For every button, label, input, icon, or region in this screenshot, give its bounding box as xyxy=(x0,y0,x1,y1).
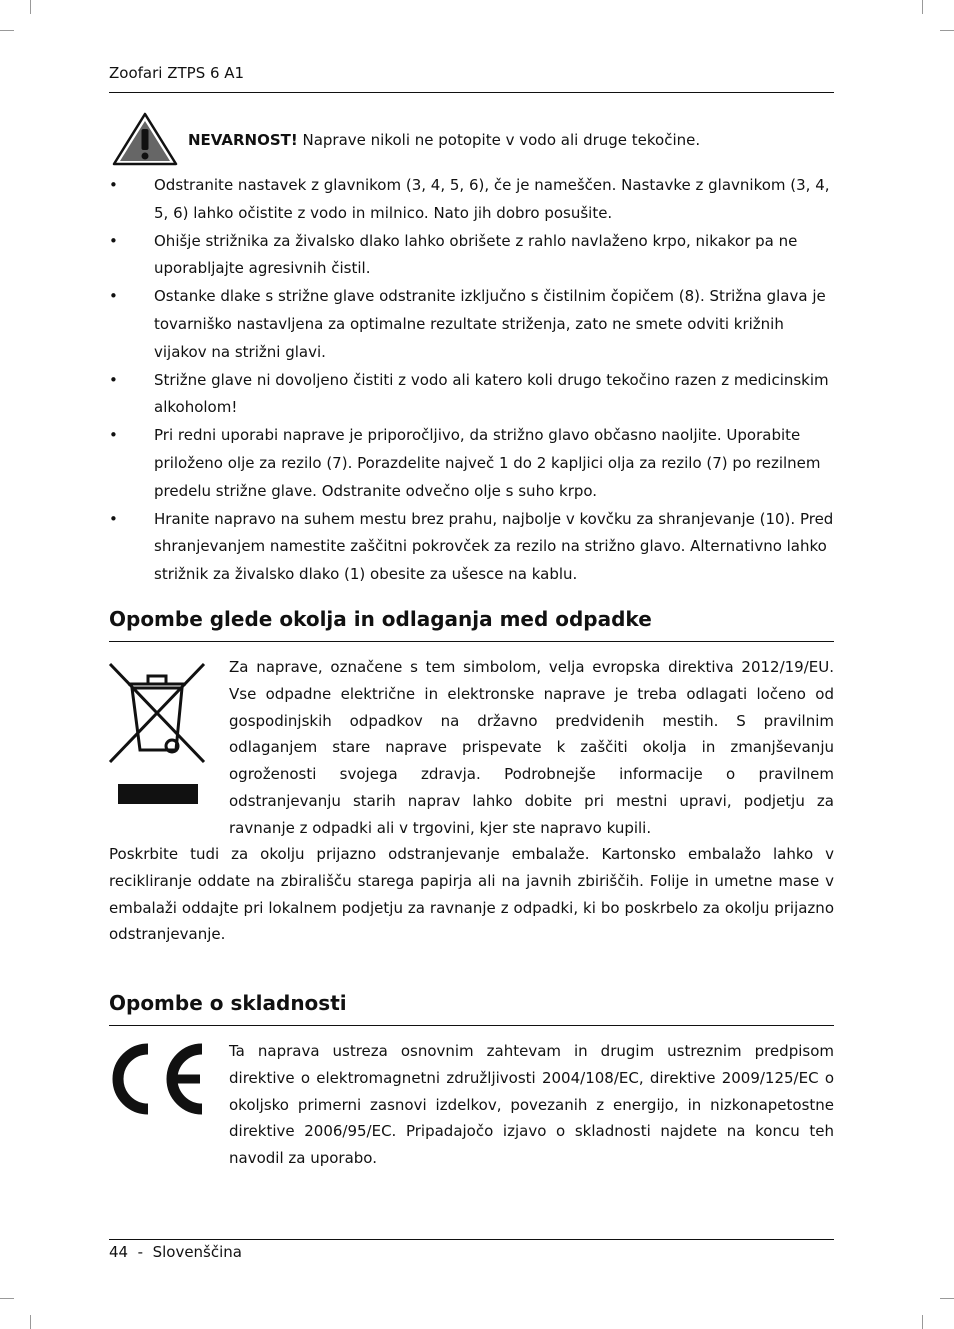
list-item: • Odstranite nastavek z glavnikom (3, 4, 5, 6), če je nameščen. Nastavke z glavnikom (3, 4, 5, 6) lahko očistite z vodo in milnico. Nato jih dobro posušite. xyxy=(109,172,834,228)
warning-triangle-icon xyxy=(112,112,178,166)
list-item: • Pri redni uporabi naprave je priporočljivo, da strižno glavo občasno naoljite. Uporabite priloženo olje za rezilo (7). Porazdelite največ 1 do 2 kapljici olja za rezilo (7) po rezilnem predelu strižne glave. Odstranite odvečno olje s suho krpo. xyxy=(109,422,834,505)
list-item: • Hranite napravo na suhem mestu brez prahu, najbolje v kovčku za shranjevanje (10). Pred shranjevanjem namestite zaščitni pokrovček za rezilo na strižno glavo. Alternativno lahko strižnik za živalsko dlako (1) obesite za ušesce na kablu. xyxy=(109,506,834,589)
environment-heading-rule xyxy=(109,641,834,642)
list-item: • Ostanke dlake s strižne glave odstranite izključno s čistilnim čopičem (8). Strižna glava je tovarniško nastavljena za optimalne rezultate striženja, zato ne smete odviti križnih vijakov na strižni glavi. xyxy=(109,283,834,366)
crop-mark xyxy=(0,30,14,31)
conformity-heading: Opombe o skladnosti xyxy=(109,991,347,1015)
list-item: • Strižne glave ni dovoljeno čistiti z vodo ali katero koli drugo tekočino razen z medicinskim alkoholom! xyxy=(109,367,834,423)
crop-mark xyxy=(30,0,31,14)
weee-directive-text: Za naprave, označene s tem simbolom, velja evropska direktiva 2012/19/EU. Vse odpadne električne in elektronske naprave je treba odlagati ločeno od gospodinjskih odpadkov na državno predvidenih mestih. S pravilnim odlaganjem stare naprave prispevate k zaščiti okolja in zmanjševanju ogroženosti svojega zdravja. Podrobnejše informacije o pravilnem odstranjevanju starih naprav lahko dobite pri mestni upravi, podjetju za ravnanje z odpadki ali v trgovini, kjer ste napravo kupili. xyxy=(229,658,834,837)
page-footer: 44 - Slovenščina xyxy=(109,1243,242,1261)
danger-label: NEVARNOST! xyxy=(188,131,298,149)
footer-divider xyxy=(109,1239,834,1240)
header-divider xyxy=(109,92,834,93)
weee-crossed-bin-icon xyxy=(108,662,206,808)
crop-mark xyxy=(922,1315,923,1329)
crop-mark xyxy=(940,30,954,31)
ce-conformity-text: Ta naprava ustreza osnovnim zahtevam in drugim ustreznim predpisom direktive o elektromagnetni združljivosti 2004/108/EC, direktive 2009/125/EC o okoljsko primerni zasnovi izdelkov, povezanih z energijo, in nizkonapetostne direktive 2006/95/EC. Pripadajočo izjavo o skladnosti najdete na koncu teh navodil za uporabo. xyxy=(229,1042,834,1168)
danger-text: Naprave nikoli ne potopite v vodo ali druge tekočine. xyxy=(297,131,701,149)
document-header-title: Zoofari ZTPS 6 A1 xyxy=(109,64,245,82)
ce-mark-icon xyxy=(108,1043,208,1115)
crop-mark xyxy=(0,1298,14,1299)
environment-heading: Opombe glede okolja in odlaganja med odpadke xyxy=(109,607,652,631)
crop-mark xyxy=(922,0,923,14)
conformity-heading-rule xyxy=(109,1025,834,1026)
list-item: • Ohišje strižnika za živalsko dlako lahko obrišete z rahlo navlaženo krpo, nikakor pa ne uporabljajte agresivnih čistil. xyxy=(109,228,834,284)
packaging-disposal-text: Poskrbite tudi za okolju prijazno odstranjevanje embalaže. Kartonsko embalažo lahko v recikliranje oddate na zbirališču starega papirja ali na javnih zbiriščih. Folije in umetne mase v embalaži oddajte pri lokalnem podjetju za ravnanje z odpadki, ki bo poskrbelo za okolju prijazno odstranjevanje. xyxy=(109,845,834,944)
cleaning-instructions-list xyxy=(109,172,834,589)
danger-warning xyxy=(188,131,700,149)
crop-mark xyxy=(940,1298,954,1299)
crop-mark xyxy=(30,1315,31,1329)
